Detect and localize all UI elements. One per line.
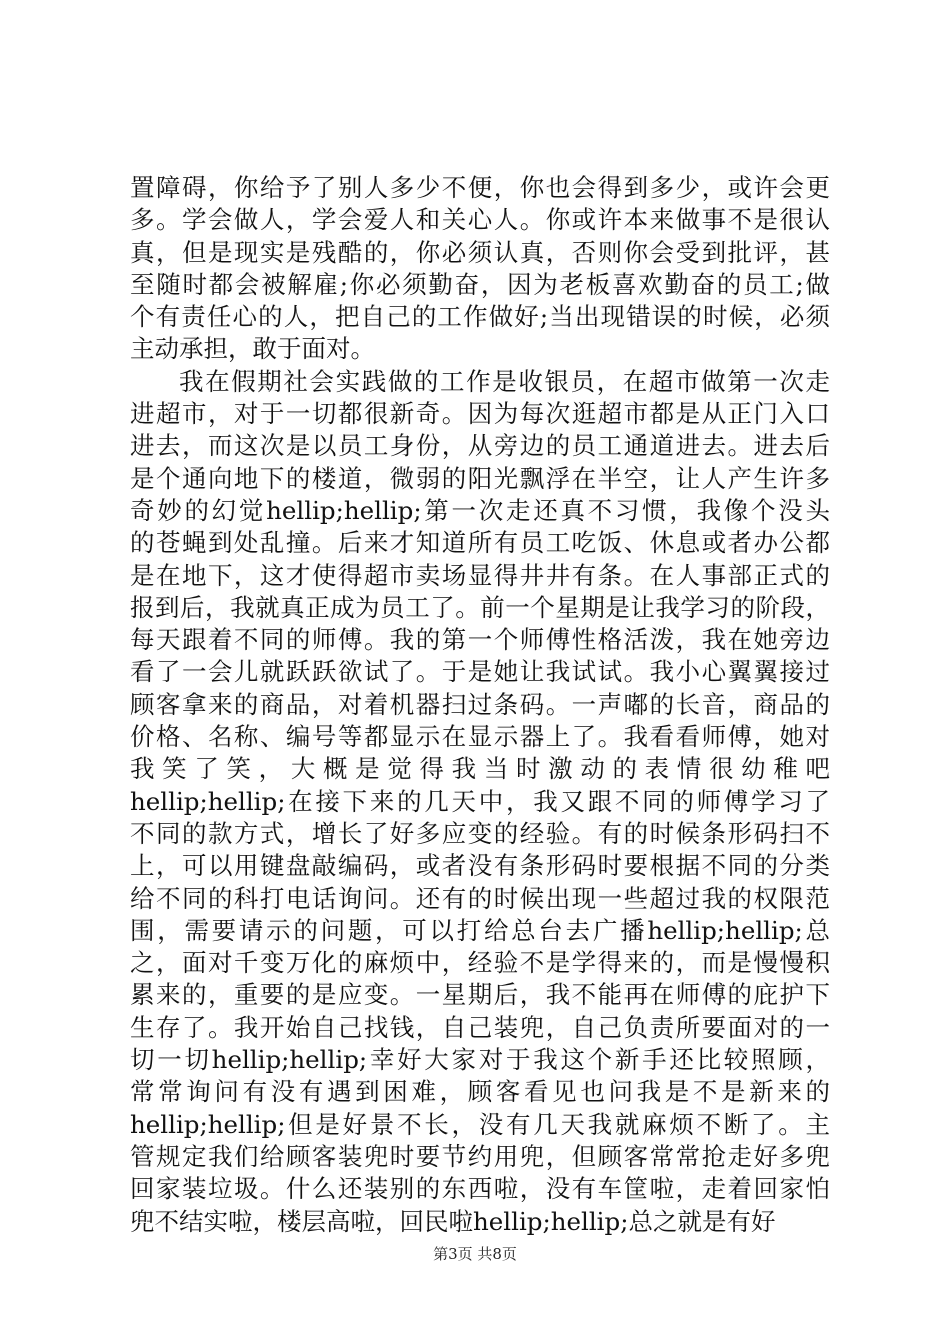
text-line: 给不同的科打电话询问。还有的时候出现一些超过我的权限范	[130, 883, 830, 913]
text-line: 进去，而这次是以员工身份，从旁边的员工通道进去。进去后	[130, 431, 830, 461]
text-line: 切一切hellip;hellip;幸好大家对于我这个新手还比较照顾，	[130, 1045, 830, 1075]
text-line: 生存了。我开始自己找钱，自己装兜，自己负责所要面对的一	[130, 1012, 830, 1042]
text-line: hellip;hellip;但是好景不长，没有几天我就麻烦不断了。主	[130, 1109, 830, 1139]
text-line: 奇妙的幻觉hellip;hellip;第一次走还真不习惯，我像个没头	[130, 495, 830, 525]
text-line: 真，但是现实是残酷的，你必须认真，否则你会受到批评，甚	[130, 237, 830, 267]
text-line: 个有责任心的人，把自己的工作做好;当出现错误的时候，必须	[130, 302, 830, 332]
text-line: 围，需要请示的问题，可以打给总台去广播hellip;hellip;总	[130, 915, 830, 945]
text-line: hellip;hellip;在接下来的几天中，我又跟不同的师傅学习了	[130, 786, 830, 816]
text-line: 的苍蝇到处乱撞。后来才知道所有员工吃饭、休息或者办公都	[130, 528, 830, 558]
text-line: 管规定我们给顾客装兜时要节约用兜，但顾客常常抢走好多兜	[130, 1141, 830, 1171]
text-line: 兜不结实啦，楼层高啦，回民啦hellip;hellip;总之就是有好	[130, 1206, 776, 1236]
text-line: 价格、名称、编号等都显示在显示器上了。我看看师傅，她对	[130, 722, 830, 752]
page-number-footer: 第3页 共8页	[433, 1245, 517, 1263]
text-line: 是在地下，这才使得超市卖场显得井井有条。在人事部正式的	[130, 560, 830, 590]
text-line: 进超市，对于一切都很新奇。因为每次逛超市都是从正门入口	[130, 399, 830, 429]
text-line: 多。学会做人，学会爱人和关心人。你或许本来做事不是很认	[130, 205, 830, 235]
body-text	[130, 172, 830, 1238]
text-line: 置障碍，你给予了别人多少不便，你也会得到多少，或许会更	[130, 173, 830, 202]
text-line: 看了一会儿就跃跃欲试了。于是她让我试试。我小心翼翼接过	[130, 657, 830, 687]
text-line: 主动承担，敢于面对。	[130, 334, 375, 364]
text-line: 上，可以用键盘敲编码，或者没有条形码时要根据不同的分类	[130, 851, 830, 881]
paragraph-first-line: 我在假期社会实践做的工作是收银员，在超市做第一次走	[179, 366, 830, 396]
text-line: 是个通向地下的楼道，微弱的阳光飘浮在半空，让人产生许多	[130, 463, 830, 493]
text-line: 每天跟着不同的师傅。我的第一个师傅性格活泼，我在她旁边	[130, 625, 830, 655]
text-line: 顾客拿来的商品，对着机器扫过条码。一声嘟的长音，商品的	[130, 689, 830, 719]
text-line: 累来的，重要的是应变。一星期后，我不能再在师傅的庇护下	[130, 980, 830, 1010]
text-line: 报到后，我就真正成为员工了。前一个星期是让我学习的阶段，	[130, 592, 830, 622]
text-line: 回家装垃圾。什么还装别的东西啦，没有车筐啦，走着回家怕	[130, 1174, 830, 1204]
text-line: 不同的款方式，增长了好多应变的经验。有的时候条形码扫不	[130, 818, 830, 848]
text-line: 我笑了笑，大概是觉得我当时激动的表情很幼稚吧	[130, 754, 830, 784]
text-line: 常常询问有没有遇到困难，顾客看见也问我是不是新来的	[130, 1077, 830, 1107]
text-line: 至随时都会被解雇;你必须勤奋，因为老板喜欢勤奋的员工;做	[130, 269, 830, 299]
text-line: 之，面对千变万化的麻烦中，经验不是学得来的，而是慢慢积	[130, 948, 830, 978]
